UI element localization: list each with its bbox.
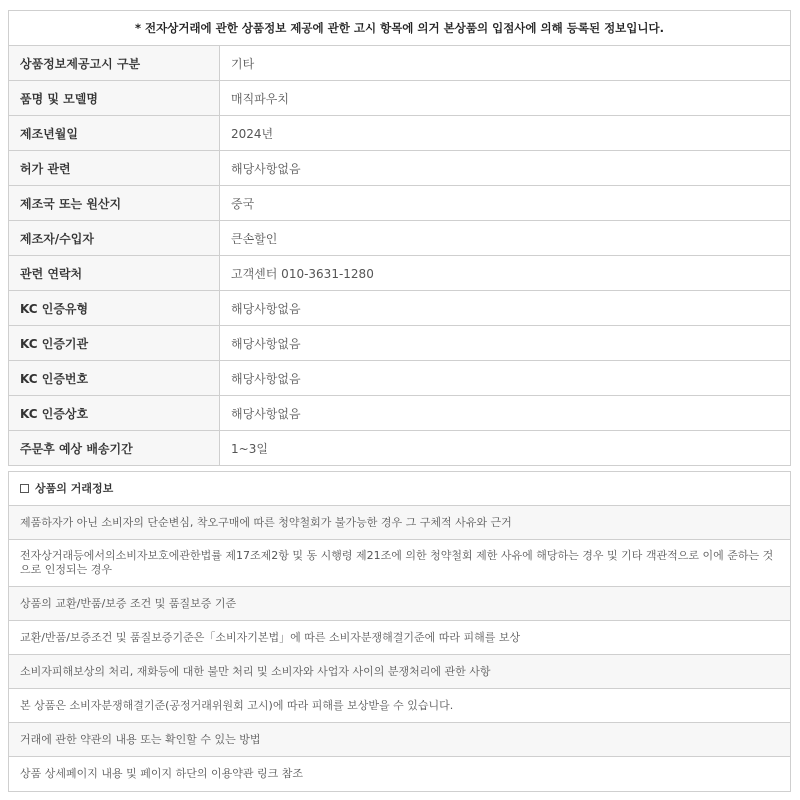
- info-label: 제조년월일: [9, 116, 220, 150]
- info-value: 1~3일: [231, 441, 268, 456]
- info-value: 2024년: [231, 126, 274, 141]
- info-label: 관련 연락처: [9, 256, 220, 290]
- info-value: 해당사항없음: [231, 301, 301, 316]
- info-value: 기타: [231, 56, 255, 71]
- info-label: KC 인증유형: [9, 291, 220, 325]
- trade-info-table: [8, 471, 791, 792]
- info-row: [9, 256, 790, 291]
- info-row: [9, 326, 790, 361]
- info-value: 고객센터 010-3631-1280: [231, 266, 374, 281]
- info-row: [9, 151, 790, 186]
- info-value: 매직파우치: [231, 91, 289, 106]
- trade-answer: 전자상거래등에서의소비자보호에관한법률 제17조제2항 및 동 시행령 제21조에 의한 청약철회 제한 사유에 해당하는 경우 및 기타 객관적으로 이에 준하는 것으로 인정되는 경우: [9, 540, 790, 587]
- info-value: 해당사항없음: [231, 406, 301, 421]
- info-label: 주문후 예상 배송기간: [9, 431, 220, 465]
- notice-text: * 전자상거래에 관한 상품정보 제공에 관한 고시 항목에 의거 본상품의 입점사에 의해 등록된 정보입니다.: [9, 11, 790, 46]
- product-info-notice: [8, 10, 791, 792]
- checkbox-square-icon: [20, 484, 29, 493]
- info-value: 해당사항없음: [231, 371, 301, 386]
- info-value: 해당사항없음: [231, 336, 301, 351]
- trade-answer: 교환/반품/보증조건 및 품질보증기준은「소비자기본법」에 따른 소비자분쟁해결기준에 따라 피해를 보상: [9, 621, 790, 655]
- info-row: [9, 46, 790, 81]
- info-label: 품명 및 모델명: [9, 81, 220, 115]
- info-label: KC 인증상호: [9, 396, 220, 430]
- info-label: 제조자/수입자: [9, 221, 220, 255]
- info-row: [9, 396, 790, 431]
- trade-info-title: 상품의 거래정보: [35, 481, 114, 495]
- info-label: KC 인증기관: [9, 326, 220, 360]
- info-value: 해당사항없음: [231, 161, 301, 176]
- info-row: [9, 81, 790, 116]
- info-row: [9, 186, 790, 221]
- info-row: [9, 221, 790, 256]
- product-info-table: [8, 10, 791, 466]
- info-label: 제조국 또는 원산지: [9, 186, 220, 220]
- trade-question: 상품의 교환/반품/보증 조건 및 품질보증 기준: [9, 587, 790, 621]
- info-label: KC 인증번호: [9, 361, 220, 395]
- info-label: 상품정보제공고시 구분: [9, 46, 220, 80]
- info-label: 허가 관련: [9, 151, 220, 185]
- trade-info-header: [9, 472, 790, 506]
- info-row: [9, 116, 790, 151]
- info-row: [9, 361, 790, 396]
- trade-answer: 본 상품은 소비자분쟁해결기준(공정거래위원회 고시)에 따라 피해를 보상받을 수 있습니다.: [9, 689, 790, 723]
- info-row: [9, 431, 790, 465]
- trade-answer: 상품 상세페이지 내용 및 페이지 하단의 이용약관 링크 참조: [9, 757, 790, 791]
- trade-question: 소비자피해보상의 처리, 재화등에 대한 불만 처리 및 소비자와 사업자 사이의 분쟁처리에 관한 사항: [9, 655, 790, 689]
- info-value: 큰손할인: [231, 231, 278, 246]
- info-value: 중국: [231, 196, 255, 211]
- info-row: [9, 291, 790, 326]
- trade-question: 제품하자가 아닌 소비자의 단순변심, 착오구매에 따른 청약철회가 불가능한 경우 그 구체적 사유와 근거: [9, 506, 790, 540]
- trade-question: 거래에 관한 약관의 내용 또는 확인할 수 있는 방법: [9, 723, 790, 757]
